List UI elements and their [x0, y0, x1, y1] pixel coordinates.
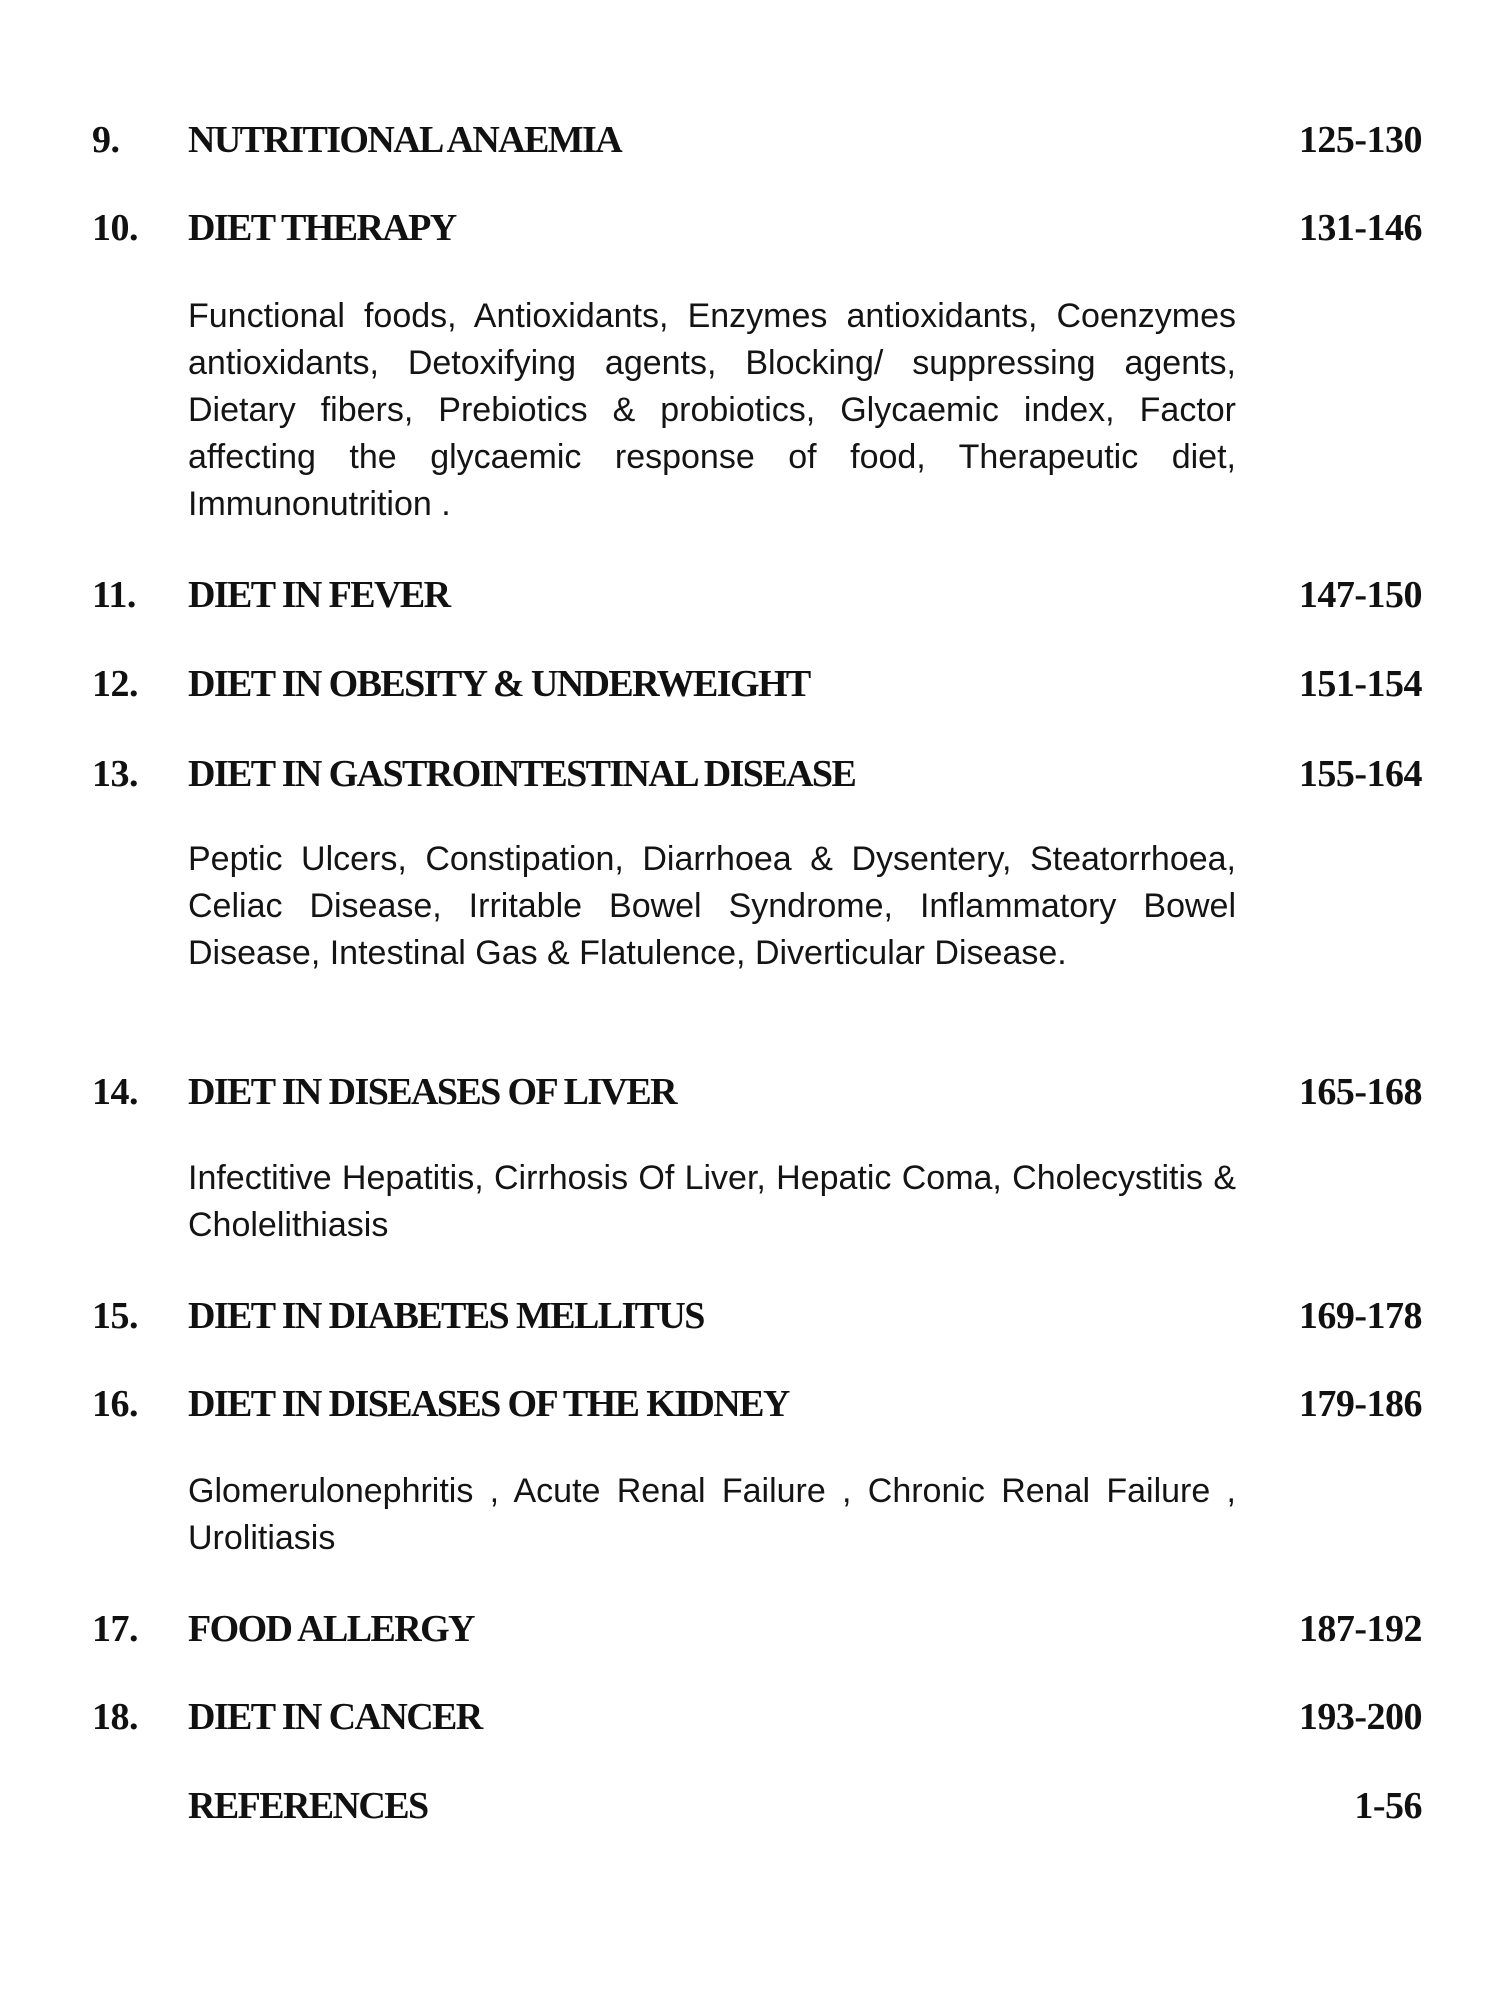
chapter-pages: 151-154: [1298, 663, 1422, 705]
chapter-pages: 193-200: [1298, 1696, 1422, 1738]
chapter-number: 13.: [92, 753, 138, 795]
references-title: REFERENCES: [188, 1785, 428, 1827]
chapter-title: NUTRITIONAL ANAEMIA: [188, 119, 622, 161]
chapter-title: DIET IN OBESITY & UNDERWEIGHT: [188, 663, 810, 705]
chapter-title: DIET IN DIABETES MELLITUS: [188, 1295, 704, 1337]
chapter-title: DIET THERAPY: [188, 207, 456, 249]
references-pages: 1-56: [1354, 1785, 1422, 1827]
chapter-title: DIET IN DISEASES OF THE KIDNEY: [188, 1383, 789, 1425]
chapter-title: FOOD ALLERGY: [188, 1608, 474, 1650]
chapter-description: Glomerulonephritis , Acute Renal Failure , Chronic Renal Failure , Urolitiasis: [188, 1472, 1236, 1557]
chapter-pages: 125-130: [1298, 119, 1422, 161]
chapter-pages: 169-178: [1298, 1295, 1422, 1337]
chapter-pages: 131-146: [1298, 207, 1422, 249]
chapter-number: 12.: [92, 663, 138, 705]
chapter-title: DIET IN CANCER: [188, 1696, 482, 1738]
chapter-pages: 147-150: [1298, 574, 1422, 616]
chapter-number: 11.: [92, 574, 136, 616]
chapter-number: 18.: [92, 1696, 138, 1738]
chapter-number: 9.: [92, 119, 120, 161]
chapter-description: Infectitive Hepatitis, Cirrhosis Of Liver, Hepatic Coma, Cholecystitis & Cholelithiasis: [188, 1159, 1236, 1244]
chapter-description: Peptic Ulcers, Constipation, Diarrhoea & Dysentery, Steatorrhoea, Celiac Disease, Irritable Bowel Syndrome, Inflammatory Bowel Disease, Intestinal Gas & Flatulence, Diverticular Disease.: [188, 840, 1236, 972]
chapter-title: DIET IN GASTROINTESTINAL DISEASE: [188, 753, 856, 795]
chapter-number: 14.: [92, 1071, 138, 1113]
chapter-title: DIET IN FEVER: [188, 574, 450, 616]
chapter-pages: 155-164: [1298, 753, 1422, 795]
chapter-pages: 179-186: [1298, 1383, 1422, 1425]
chapter-number: 17.: [92, 1608, 138, 1650]
chapter-title: DIET IN DISEASES OF LIVER: [188, 1071, 676, 1113]
chapter-number: 10.: [92, 207, 138, 249]
chapter-pages: 187-192: [1298, 1608, 1422, 1650]
chapter-description: Functional foods, Antioxidants, Enzymes antioxidants, Coenzymes antioxidants, Detoxifying agents, Blocking/ suppressing agents, Dietary fibers, Prebiotics & probiotics, Glycaemic index, Factor affecting the glycaemic response of food, Therapeutic diet, Immunonutrition .: [188, 297, 1236, 523]
chapter-number: 16.: [92, 1383, 138, 1425]
chapter-pages: 165-168: [1298, 1071, 1422, 1113]
chapter-number: 15.: [92, 1295, 138, 1337]
